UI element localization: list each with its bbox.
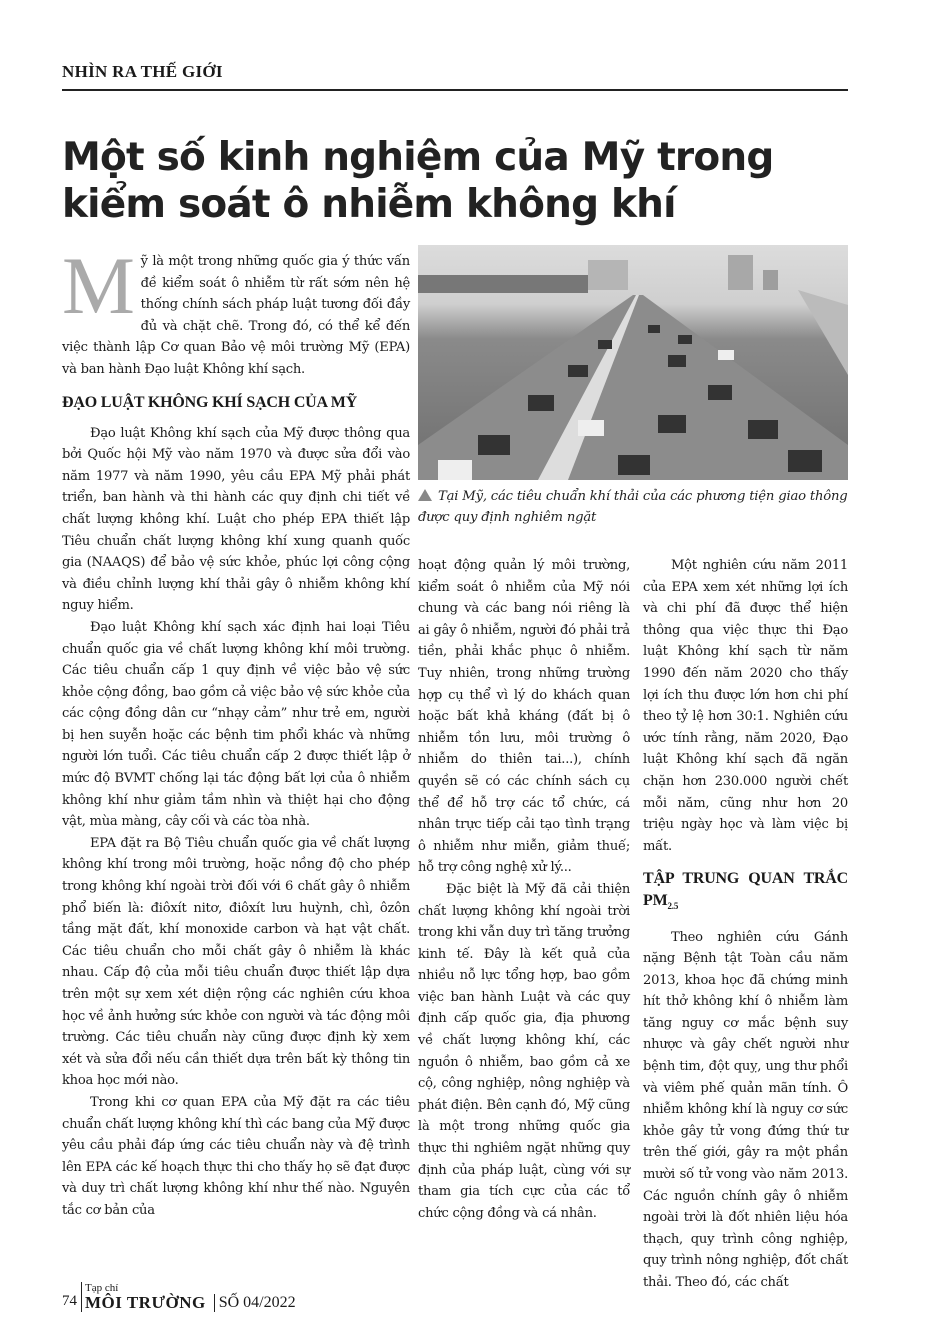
column-1: [62, 240, 410, 1222]
caption-text: Tại Mỹ, các tiêu chuẩn khí thải của các phương tiện giao thông được quy định nghiêm ngặt: [418, 489, 848, 525]
page-footer: [62, 1282, 296, 1312]
column-2: [418, 555, 630, 1224]
highway-traffic-photo: [418, 245, 848, 480]
article-title: Một số kinh nghiệm của Mỹ trong kiểm soát ô nhiễm không khí: [62, 135, 774, 227]
section-label: NHÌN RA THẾ GIỚI: [62, 62, 223, 81]
magazine-logo: [81, 1282, 206, 1312]
photo-caption: [418, 486, 848, 528]
paragraph: Đạo luật Không khí sạch của Mỹ được thông qua bởi Quốc hội Mỹ vào năm 1970 và được sửa đổi vào năm 1977 và năm 1990, yêu cầu EPA Mỹ phải phát triển, ban hành và thi hành các quy định chi tiết về chất lượng không khí. Luật cho phép EPA thiết lập Tiêu chuẩn chất lượng không khí xung quanh quốc gia (NAAQS) để bảo vệ sức khỏe, phúc lợi công cộng và điều chỉnh lượng khí thải gây ô nhiễm không khí nguy hiểm.: [62, 425, 410, 614]
paragraph: Trong khi cơ quan EPA của Mỹ đặt ra các tiêu chuẩn chất lượng không khí thì các bang của Mỹ được yêu cầu phải đáp ứng các tiêu chuẩn này và đệ trình lên EPA các kế hoạch thực thi cho thấy họ sẽ đạt được và duy trì chất lượng không khí như thế nào. Nguyên tắc cơ bản của: [62, 1094, 410, 1218]
paragraph: EPA đặt ra Bộ Tiêu chuẩn quốc gia về chất lượng không khí trong môi trường, hoặc nồng độ cho phép trong không khí ngoài trời đối với 6 chất gây ô nhiễm phổ biến là: điôxít nitơ, điôxít lưu huỳnh, chì, ôzôn tầng mặt đất, khí monoxide carbon và hạt vật chất. Các tiêu chuẩn cho mỗi chất gây ô nhiễm là khác nhau. Cấp độ của mỗi tiêu chuẩn được thiết lập dựa trên một sự xem xét diện rộng các nghiên cứu khoa học về ảnh hưởng sức khỏe con người và tác động môi trường. Các tiêu chuẩn này cũng được định kỳ xem xét và sửa đổi nếu cần thiết dựa trên bất kỳ thông tin khoa học mới nào.: [62, 835, 410, 1089]
section-heading: [643, 868, 848, 917]
intro-paragraph: [62, 240, 410, 381]
intro-text: ỹ là một trong những quốc gia ý thức vấn đề kiểm soát ô nhiễm từ rất sớm nên hệ thống chính sách pháp luật tương đối đầy đủ và chặt chẽ. Trong đó, có thể kể đến việc thành lập Cơ quan Bảo vệ môi trường Mỹ (EPA) và ban hành Đạo luật Không khí sạch.: [62, 254, 410, 377]
paragraph: hoạt động quản lý môi trường, kiểm soát ô nhiễm của Mỹ nói chung và các bang nói riêng là ai gây ô nhiễm, người đó phải trả tiền, phải khắc phục ô nhiễm. Tuy nhiên, trong những trường hợp cụ thể vì lý do khách quan hoặc bất khả kháng (đất bị ô nhiễm tồn lưu, môi trường ô nhiễm do thiên tai...), chính quyền sẽ có các chính sách cụ thể để hỗ trợ các tổ chức, cá nhân trực tiếp cải tạo tình trạng ô nhiễm như miễn, giảm thuế; hỗ trợ công nghệ xử lý...: [418, 558, 630, 876]
page-number: 74: [62, 1293, 77, 1309]
heading-subscript: 2.5: [667, 901, 679, 912]
section-heading: ĐẠO LUẬT KHÔNG KHÍ SẠCH CỦA MỸ: [62, 393, 358, 411]
drop-cap: M: [62, 240, 135, 331]
paragraph: Theo nghiên cứu Gánh nặng Bệnh tật Toàn cầu năm 2013, khoa học đã chứng minh hít thở không khí ô nhiễm làm tăng nguy cơ mắc bệnh suy nhược và gây chết người như bệnh tim, đột quỵ, ung thư phổi và viêm phế quản mãn tính. Ô nhiễm không khí là nguy cơ sức khỏe gây tử vong đứng thứ tư trên thế giới, gây ra một phần mười số tử vong vào năm 2013. Các nguồn chính gây ô nhiễm ngoài trời là đốt nhiên liệu hóa thạch, quy trình công nghiệp, quy trình nông nghiệp, đốt chất thải. Theo đó, các chất: [643, 929, 848, 1290]
heading-text: TẬP TRUNG QUAN TRẮC PM: [643, 870, 848, 910]
triangle-icon: [418, 489, 432, 501]
magazine-label: Tạp chí: [85, 1282, 119, 1294]
header-rule: [62, 89, 848, 91]
paragraph: Đạo luật Không khí sạch xác định hai loại Tiêu chuẩn quốc gia về chất lượng không khí môi trường. Các tiêu chuẩn cấp 1 quy định về việc bảo vệ sức khỏe cộng đồng, bao gồm cả việc bảo vệ sức khỏe của các cộng đồng dân cư “nhạy cảm” như trẻ em, người bị hen suyễn hoặc các bệnh tim phổi khác và những người lớn tuổi. Các tiêu chuẩn cấp 2 được thiết lập ở mức độ BVMT chống lại tác động bất lợi của ô nhiễm không khí như giảm tầm nhìn và thiệt hại cho động vật, mùa màng, cây cối và các tòa nhà.: [62, 619, 410, 830]
paragraph: Một nghiên cứu năm 2011 của EPA xem xét những lợi ích và chi phí đã được thể hiện thông qua việc thực thi Đạo luật Không khí sạch từ năm 1990 đến năm 2020 cho thấy lợi ích thu được lớn hơn chi phí theo tỷ lệ hơn 30:1. Nghiên cứu ước tính rằng, năm 2020, Đạo luật Không khí sạch đã ngăn chặn hơn 230.000 người chết mỗi năm, cũng như hơn 20 triệu ngày học và làm việc bị mất.: [643, 558, 848, 854]
issue-number: SỐ 04/2022: [214, 1294, 296, 1312]
column-3: [643, 555, 848, 1294]
paragraph: Đặc biệt là Mỹ đã cải thiện chất lượng không khí ngoài trời trong khi vẫn duy trì tăng trưởng kinh tế. Đây là kết quả của nhiều nỗ lực tổng hợp, bao gồm việc ban hành Luật và các quy định cấp quốc gia, địa phương về chất lượng không khí, các nguồn ô nhiễm, bao gồm cả xe cộ, công nghiệp, nông nghiệp và phát điện. Bên cạnh đó, Mỹ cũng là một trong những quốc gia thực thi nghiêm ngặt những quy định của pháp luật, cùng với sự tham gia tích cực của các tổ chức cộng đồng và cá nhân.: [418, 881, 630, 1221]
magazine-name: MÔI TRƯỜNG: [85, 1293, 206, 1312]
